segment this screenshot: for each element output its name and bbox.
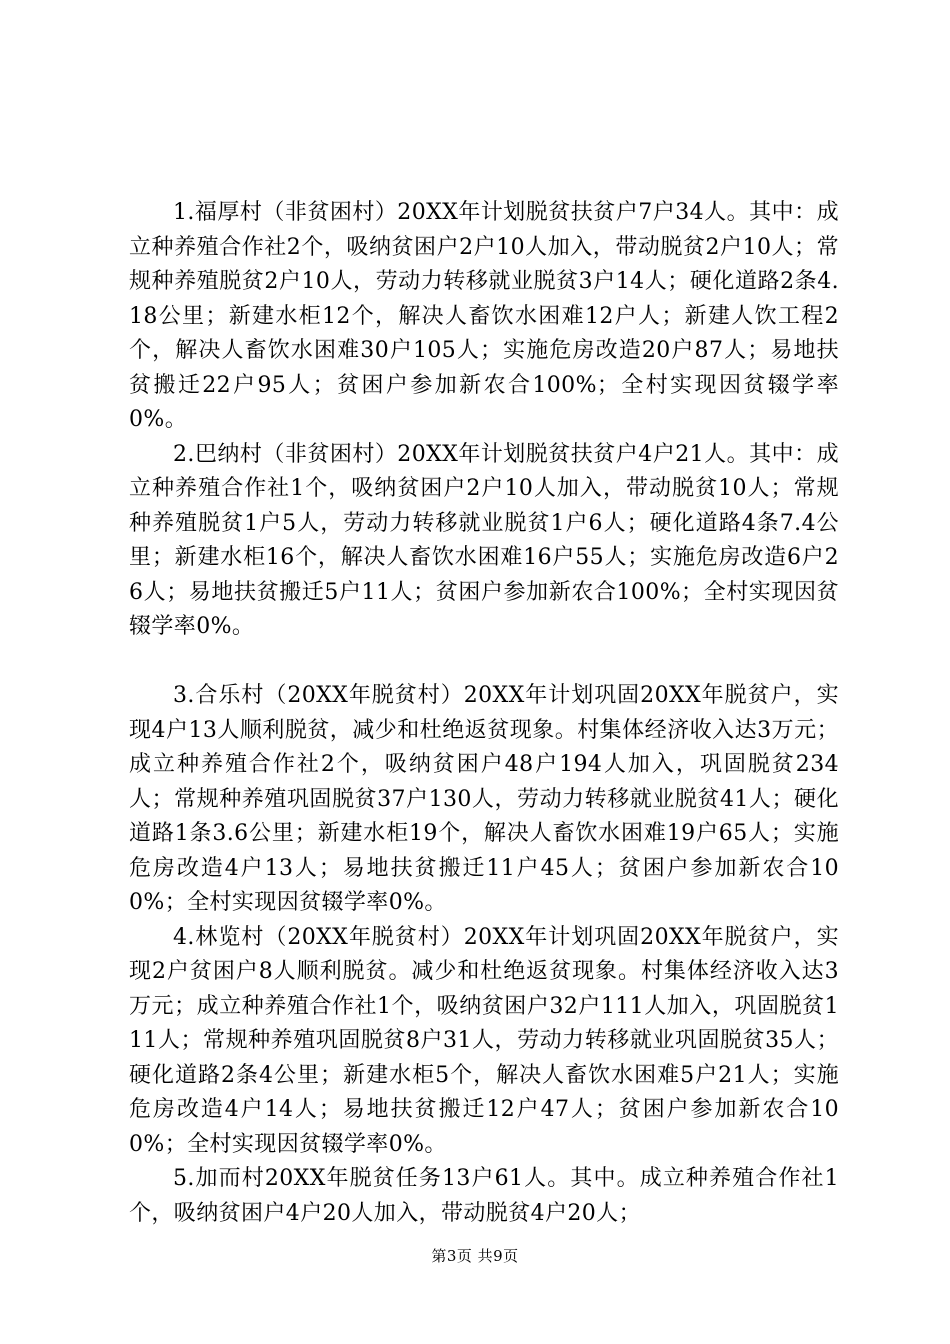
paragraph-linlan-village: 4.林览村（20XX年脱贫村）20XX年计划巩固20XX年脱贫户，实现2户贫困户8人顺利脱贫。减少和杜绝返贫现象。村集体经济收入达3万元；成立种养殖合作社1个，吸纳贫困户32户111人加入，巩固脱贫111人；常规种养殖巩固脱贫8户31人，劳动力转移就业巩固脱贫35人；硬化道路2条4公里；新建水柜5个，解决人畜饮水困难5户21人；实施危房改造4户14人；易地扶贫搬迁12户47人；贫困户参加新农合100%；全村实现因贫辍学率0%。 bbox=[129, 924, 839, 1157]
document-body bbox=[129, 196, 839, 1231]
paragraph-fuhou-village: 1.福厚村（非贫困村）20XX年计划脱贫扶贫户7户34人。其中：成立种养殖合作社2个，吸纳贫困户2户10人加入，带动脱贫2户10人；常规种养殖脱贫2户10人，劳动力转移就业脱贫3户14人；硬化道路2条4.18公里；新建水柜12个，解决人畜饮水困难12户人；新建人饮工程2个，解决人畜饮水困难30户105人；实施危房改造20户87人；易地扶贫搬迁22户95人；贫困户参加新农合100%；全村实现因贫辍学率0%。 bbox=[129, 200, 839, 432]
paragraph-hele-village: 3.合乐村（20XX年脱贫村）20XX年计划巩固20XX年脱贫户，实现4户13人顺利脱贫，减少和杜绝返贫现象。村集体经济收入达3万元；成立种养殖合作社2个，吸纳贫困户48户194人加入，巩固脱贫234人；常规种养殖巩固脱贫37户130人，劳动力转移就业脱贫41人；硬化道路1条3.6公里；新建水柜19个，解决人畜饮水困难19户65人；实施危房改造4户13人；易地扶贫搬迁11户45人；贫困户参加新农合100%；全村实现因贫辍学率0%。 bbox=[129, 683, 839, 915]
paragraph-bana-village: 2.巴纳村（非贫困村）20XX年计划脱贫扶贫户4户21人。其中：成立种养殖合作社1个，吸纳贫困户2户10人加入，带动脱贫10人；常规种养殖脱贫1户5人，劳动力转移就业脱贫1户6人；硬化道路4条7.4公里；新建水柜16个，解决人畜饮水困难16户55人；实施危房改造6户26人；易地扶贫搬迁5户11人；贫困户参加新农合100%；全村实现因贫辍学率0%。 bbox=[129, 441, 839, 639]
page-footer: 第3页 共9页 bbox=[431, 1247, 519, 1265]
paragraph-jiaer-village: 5.加而村20XX年脱贫任务13户61人。其中。成立种养殖合作社1个，吸纳贫困户4户20人加入，带动脱贫4户20人； bbox=[129, 1166, 839, 1226]
